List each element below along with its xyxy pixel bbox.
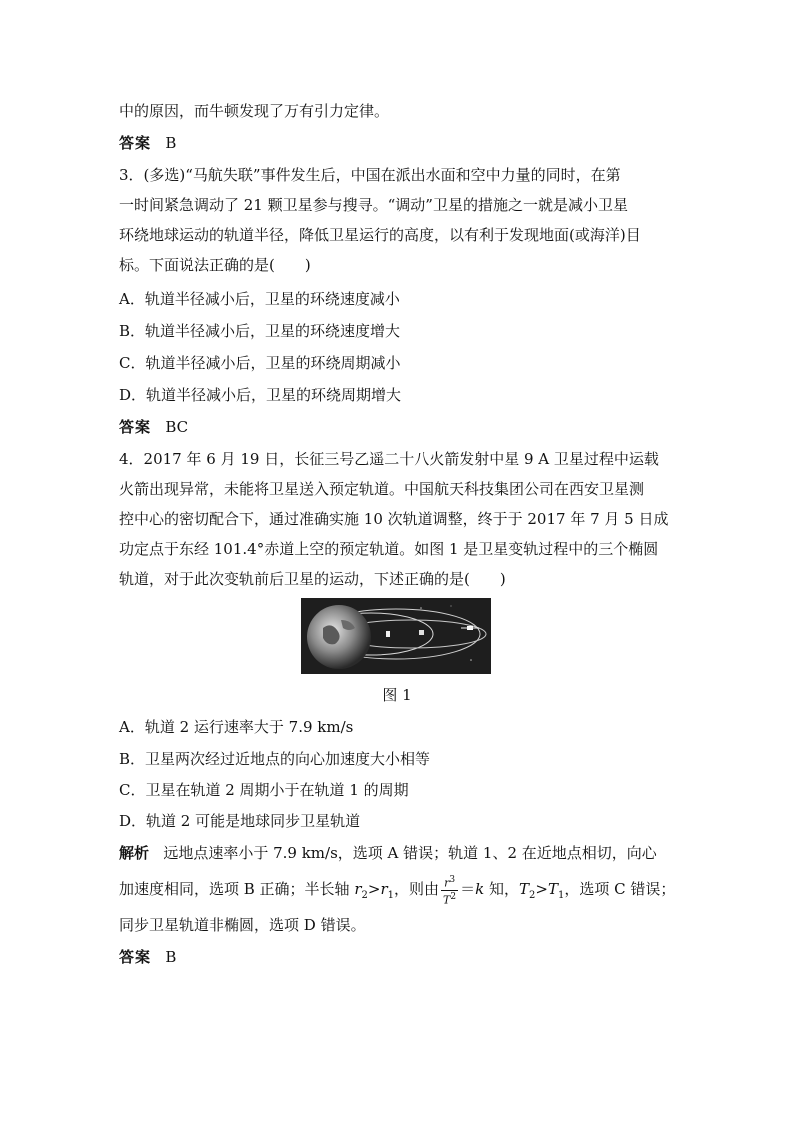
q4-stem-line: 火箭出现异常，未能将卫星送入预定轨道。中国航天科技集团公司在西安卫星测 bbox=[119, 480, 645, 498]
earth-orbits-illustration bbox=[301, 598, 491, 674]
q4-stem-line: 4．2017 年 6 月 19 日，长征三号乙遥二十八火箭发射中星 9 A 卫星过程中运载 bbox=[119, 450, 659, 468]
prev-question-tail: 中的原因，而牛顿发现了万有引力定律。 bbox=[119, 102, 390, 120]
q4-stem-line: 轨道，对于此次变轨前后卫星的运动，下述正确的是( ) bbox=[119, 570, 506, 588]
figure-caption: 图 1 bbox=[382, 686, 412, 704]
formula-k: k bbox=[475, 880, 485, 899]
orbit-figure-image bbox=[301, 598, 491, 674]
q4-option-a: A．轨道 2 运行速率大于 7.9 km/s bbox=[119, 718, 354, 736]
q3-answer bbox=[119, 416, 188, 438]
answer-value: B bbox=[165, 134, 177, 152]
answer-label: 答案 bbox=[119, 948, 152, 966]
q3-stem-line: 环绕地球运动的轨道半径，降低卫星运行的高度，以有利于发现地面(或海洋)目 bbox=[119, 226, 641, 244]
orbit-2-marker bbox=[419, 630, 424, 635]
analysis-text: 加速度相同，选项 B 正确；半长轴 bbox=[119, 880, 355, 899]
analysis-text: 知， bbox=[484, 880, 519, 899]
analysis-text: ，选项 C 错误； bbox=[564, 880, 676, 899]
q3-option-c: C．轨道半径减小后，卫星的环绕周期减小 bbox=[119, 354, 401, 372]
q3-option-b: B．轨道半径减小后，卫星的环绕速度增大 bbox=[119, 322, 401, 340]
orbit-1-marker bbox=[386, 631, 390, 637]
answer-value: B bbox=[165, 948, 177, 966]
formula-t2-gt-t1: $T_2>T_1$ bbox=[519, 880, 565, 902]
answer-label: 答案 bbox=[119, 418, 152, 436]
q4-analysis-line bbox=[119, 842, 657, 864]
q3-option-a: A．轨道半径减小后，卫星的环绕速度减小 bbox=[119, 290, 400, 308]
analysis-text: ＝ bbox=[460, 880, 476, 899]
q2-answer bbox=[119, 132, 176, 154]
q4-option-c: C．卫星在轨道 2 周期小于在轨道 1 的周期 bbox=[119, 781, 409, 799]
q4-stem-line: 功定点于东经 101.4°赤道上空的预定轨道。如图 1 是卫星变轨过程中的三个椭圆 bbox=[119, 540, 659, 558]
analysis-text: ，则由 bbox=[394, 880, 440, 899]
answer-label: 答案 bbox=[119, 134, 152, 152]
formula-r2-gt-r1: $r_2>r_1$ bbox=[354, 880, 395, 902]
formula-kepler-fraction: $\frac{r^3}{T^2}$ bbox=[443, 875, 457, 907]
q4-option-d: D．轨道 2 可能是地球同步卫星轨道 bbox=[119, 812, 361, 830]
answer-value: BC bbox=[165, 418, 189, 436]
q3-stem-line: 3．(多选)“马航失联”事件发生后，中国在派出水面和空中力量的同时，在第 bbox=[119, 166, 621, 184]
q4-option-b: B．卫星两次经过近地点的向心加速度大小相等 bbox=[119, 750, 431, 768]
q4-stem-line: 控中心的密切配合下，通过准确实施 10 次轨道调整，终于于 2017 年 7 月 5 日成 bbox=[119, 510, 669, 528]
analysis-label: 解析 bbox=[119, 844, 150, 862]
q3-stem-line: 标。下面说法正确的是( ) bbox=[119, 256, 311, 274]
q3-option-d: D．轨道半径减小后，卫星的环绕周期增大 bbox=[119, 386, 402, 404]
analysis-text: 远地点速率小于 7.9 km/s，选项 A 错误；轨道 1、2 在近地点相切，向心 bbox=[163, 844, 657, 862]
q4-analysis-line: 同步卫星轨道非椭圆，选项 D 错误。 bbox=[119, 916, 366, 934]
q3-stem-line: 一时间紧急调动了 21 颗卫星参与搜寻。“调动”卫星的措施之一就是减小卫星 bbox=[119, 196, 628, 214]
q4-analysis-line bbox=[119, 874, 675, 911]
q4-answer bbox=[119, 946, 176, 968]
